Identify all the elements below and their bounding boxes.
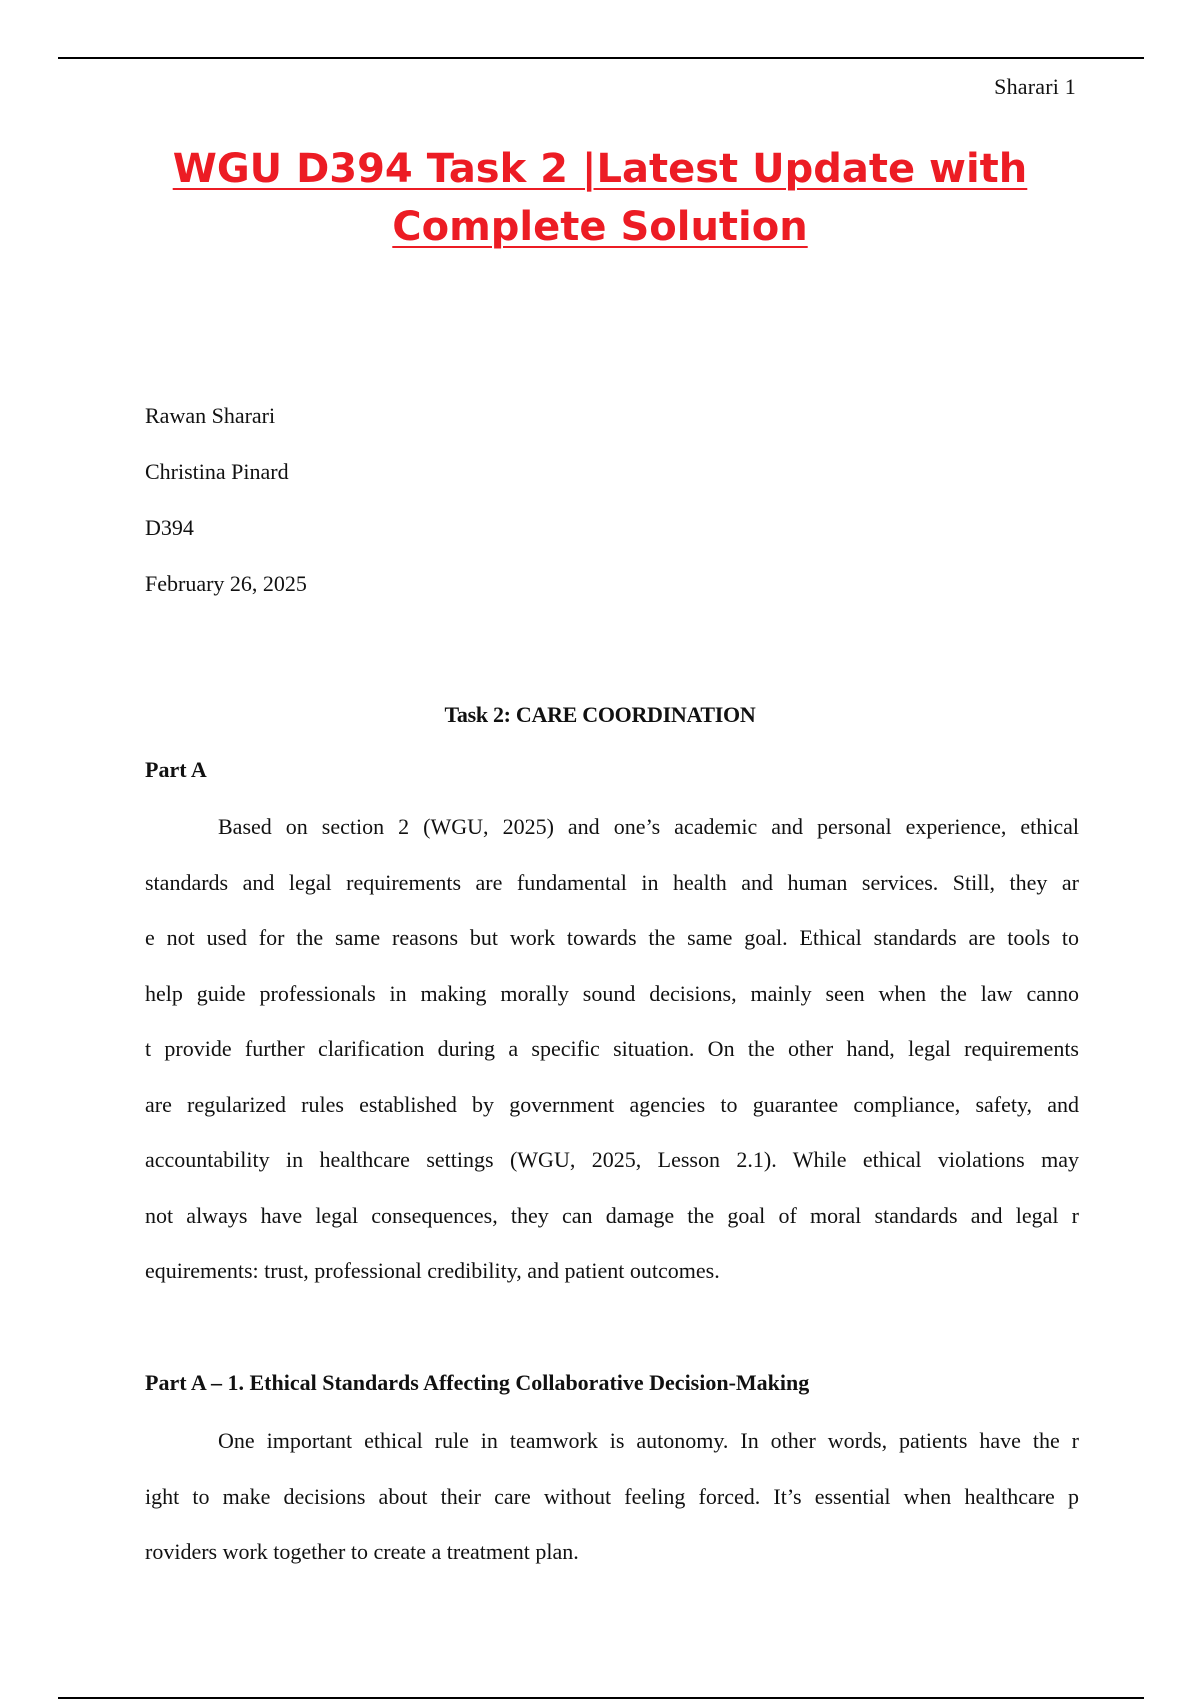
- submission-date: February 26, 2025: [145, 571, 307, 596]
- instructor-name: Christina Pinard: [145, 459, 289, 484]
- section-heading-part-a: Part A: [145, 757, 207, 782]
- paragraph-line: Based on section 2 (WGU, 2025) and one’s academic and personal experience, ethical: [218, 814, 1079, 839]
- title-line-1: WGU D394 Task 2 |Latest Update with: [172, 146, 1028, 192]
- course-code: D394: [145, 515, 194, 540]
- title-page-meta: [145, 388, 307, 612]
- paragraph-line: ight to make decisions about their care without feeling forced. It’s essential when healthcare p: [145, 1483, 1079, 1509]
- top-rule: [58, 57, 1144, 59]
- student-name: Rawan Sharari: [145, 403, 276, 428]
- paragraph-line: roviders work together to create a treatment plan.: [145, 1539, 579, 1564]
- paragraph-part-a1: [145, 1413, 1079, 1580]
- paragraph-line: standards and legal requirements are fundamental in health and human services. Still, they ar: [145, 869, 1079, 895]
- paragraph-line: e not used for the same reasons but work towards the same goal. Ethical standards are tools to: [145, 925, 1079, 950]
- section-heading-part-a1: Part A – 1. Ethical Standards Affecting Collaborative Decision-Making: [145, 1370, 810, 1395]
- running-head: Sharari 1: [994, 74, 1076, 99]
- paragraph-line: not always have legal consequences, they can damage the goal of moral standards and legal r: [145, 1202, 1079, 1228]
- paragraph-line: One important ethical rule in teamwork is autonomy. In other words, patients have the r: [218, 1428, 1079, 1453]
- paragraph-line: t provide further clarification during a specific situation. On the other hand, legal requirements: [145, 1036, 1079, 1061]
- paragraph-line: equirements: trust, professional credibility, and patient outcomes.: [145, 1258, 720, 1283]
- paragraph-line: are regularized rules established by government agencies to guarantee compliance, safety, and: [145, 1091, 1079, 1117]
- title-line-2: Complete Solution: [392, 204, 808, 250]
- paragraph-line: accountability in healthcare settings (WGU, 2025, Lesson 2.1). While ethical violations may: [145, 1147, 1079, 1172]
- bottom-rule: [58, 1697, 1144, 1699]
- paragraph-line: help guide professionals in making morally sound decisions, mainly seen when the law canno: [145, 980, 1079, 1006]
- task-heading: Task 2: CARE COORDINATION: [444, 702, 756, 727]
- document-title: [0, 140, 1200, 256]
- paragraph-part-a: [145, 799, 1079, 1299]
